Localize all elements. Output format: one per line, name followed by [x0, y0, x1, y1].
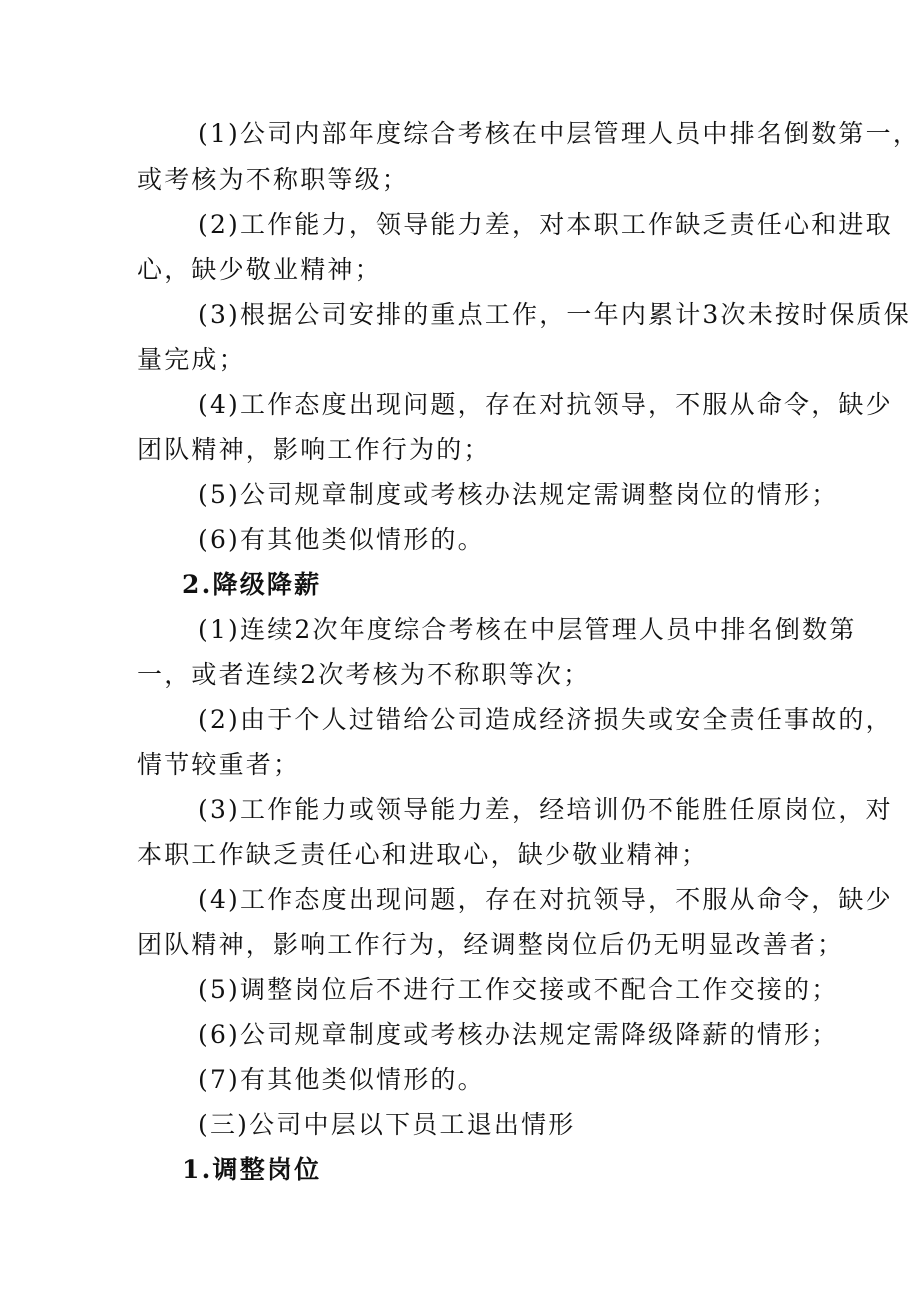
paragraph-line: (2)工作能力，领导能力差，对本职工作缺乏责任心和进取	[198, 210, 893, 239]
paragraph-line: (6)公司规章制度或考核办法规定需降级降薪的情形；	[198, 1020, 839, 1049]
paragraph-line: (1)连续2次年度综合考核在中层管理人员中排名倒数第	[198, 615, 857, 644]
paragraph-line: (5)调整岗位后不进行工作交接或不配合工作交接的；	[198, 975, 839, 1004]
paragraph-line: (7)有其他类似情形的。	[198, 1065, 485, 1094]
paragraph-line: (5)公司规章制度或考核办法规定需调整岗位的情形；	[198, 480, 839, 509]
paragraph-line: 团队精神，影响工作行为的；	[137, 435, 491, 464]
paragraph-line: (4)工作态度出现问题，存在对抗领导，不服从命令，缺少	[198, 885, 893, 914]
subsection-heading: 1.调整岗位	[182, 1155, 322, 1184]
paragraph-line: (3)根据公司安排的重点工作，一年内累计3次未按时保质保	[198, 300, 911, 329]
paragraph-line: 一，或者连续2次考核为不称职等次；	[137, 660, 591, 689]
section-heading: 2.降级降薪	[182, 570, 322, 599]
paragraph-line: (4)工作态度出现问题，存在对抗领导，不服从命令，缺少	[198, 390, 893, 419]
paragraph-line: (2)由于个人过错给公司造成经济损失或安全责任事故的，	[198, 705, 893, 734]
paragraph-line: 心，缺少敬业精神；	[137, 255, 382, 284]
paragraph-line: (6)有其他类似情形的。	[198, 525, 485, 554]
paragraph-line: (3)工作能力或领导能力差，经培训仍不能胜任原岗位，对	[198, 795, 893, 824]
paragraph-line: 或考核为不称职等级；	[137, 165, 410, 194]
paragraph-line: (1)公司内部年度综合考核在中层管理人员中排名倒数第一，	[198, 119, 920, 148]
paragraph-line: 本职工作缺乏责任心和进取心，缺少敬业精神；	[137, 840, 709, 869]
paragraph-line: 情节较重者；	[137, 750, 301, 779]
section-heading: (三)公司中层以下员工退出情形	[198, 1110, 576, 1139]
paragraph-line: 量完成；	[137, 345, 246, 374]
paragraph-line: 团队精神，影响工作行为，经调整岗位后仍无明显改善者；	[137, 930, 845, 959]
